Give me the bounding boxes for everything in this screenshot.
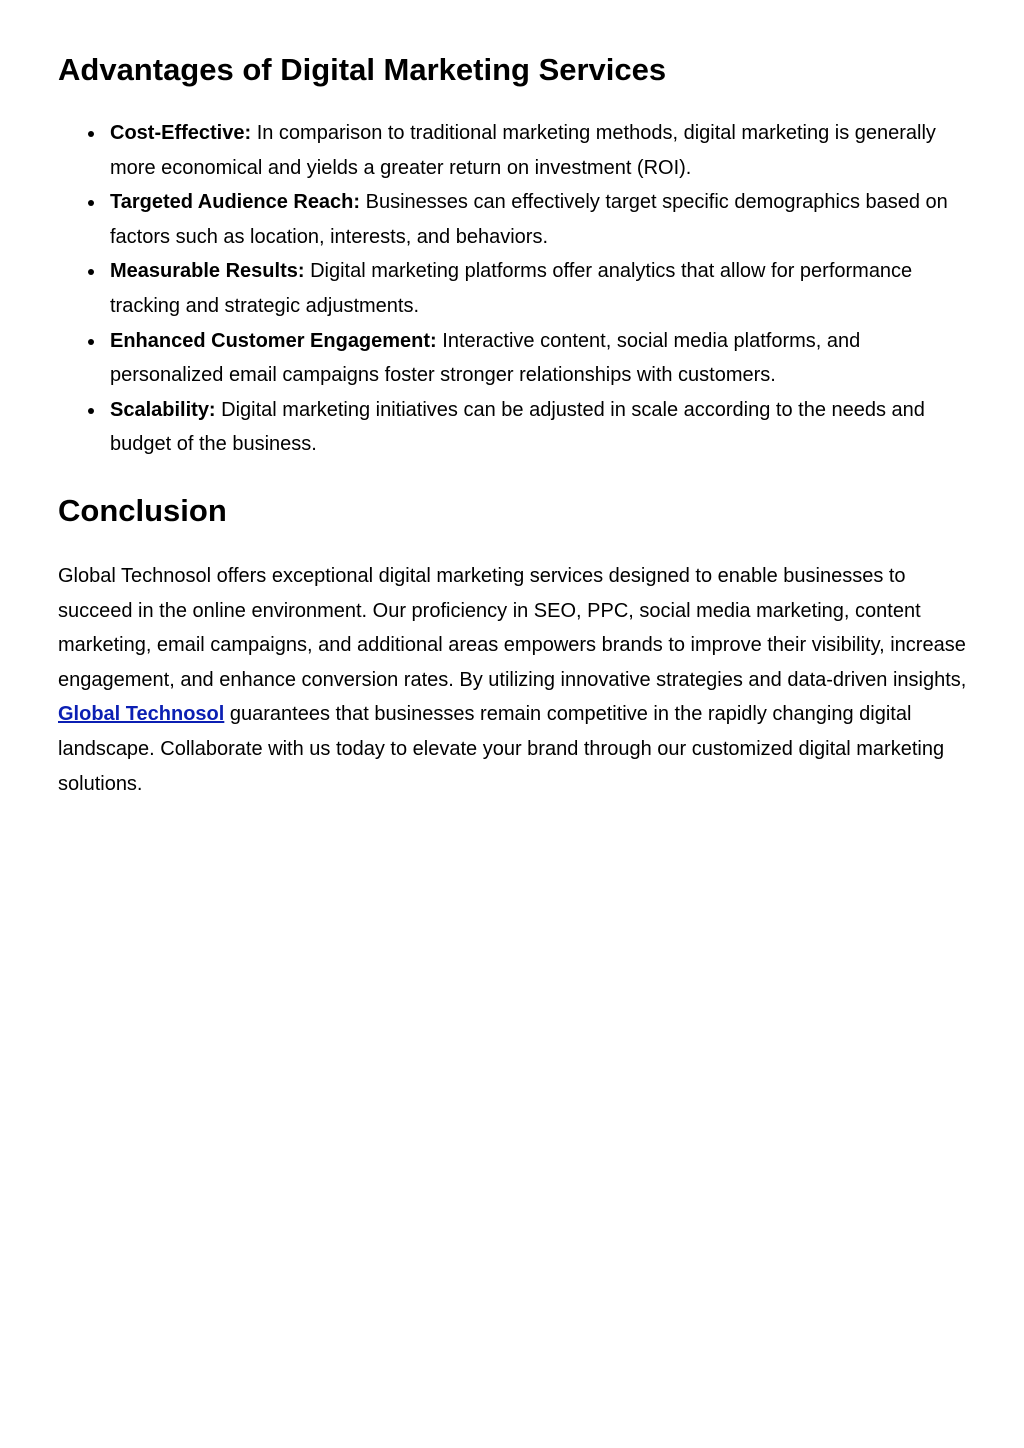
list-item-term: Targeted Audience Reach: [110,191,361,214]
advantages-heading: Advantages of Digital Marketing Services [58,52,667,87]
conclusion-text-end: guarantees that businesses remain competitive in the rapidly changing digital landscape. Collaborate with us today to elevate your brand through our customized digital marketing solutions. [58,703,945,795]
conclusion-paragraph [58,559,968,801]
conclusion-text-start: Global Technosol offers exceptional digital marketing services designed to enable businesses to succeed in the online environment. Our proficiency in SEO, PPC, social media marketing, content marketing, email campaigns, and additional areas empowers brands to improve their visibility, increase engagement, and enhance conversion rates. By utilizing innovative strategies and data-driven insights, [58,565,967,691]
list-item-text: Businesses can effectively target specific demographics based on factors such as location, interests, and behaviors. [110,191,948,248]
list-item [110,393,968,462]
list-item-text: In comparison to traditional marketing methods, digital marketing is generally more economical and yields a greater return on investment (ROI). [110,122,936,179]
bullet-icon [88,131,94,137]
global-technosol-link[interactable]: Global Technosol [58,703,225,726]
list-item-term: Cost-Effective: [110,122,252,144]
list-item-text: Interactive content, social media platforms, and personalized email campaigns foster stronger relationships with customers. [110,329,861,387]
bullet-icon [88,408,94,414]
advantages-list [58,116,968,462]
list-item [110,324,968,393]
list-item-term: Measurable Results: [110,260,305,283]
conclusion-heading: Conclusion [58,493,227,528]
list-item [110,116,968,185]
bullet-icon [88,200,94,206]
list-item-text: Digital marketing initiatives can be adjusted in scale according to the needs and budget of the business. [110,398,925,456]
list-item-text: Digital marketing platforms offer analytics that allow for performance tracking and strategic adjustments. [110,260,913,317]
list-item [110,254,968,323]
list-item [110,185,968,254]
bullet-icon [88,339,94,345]
bullet-icon [88,269,94,275]
list-item-term: Enhanced Customer Engagement: [110,329,437,352]
list-item-term: Scalability: [110,398,216,421]
